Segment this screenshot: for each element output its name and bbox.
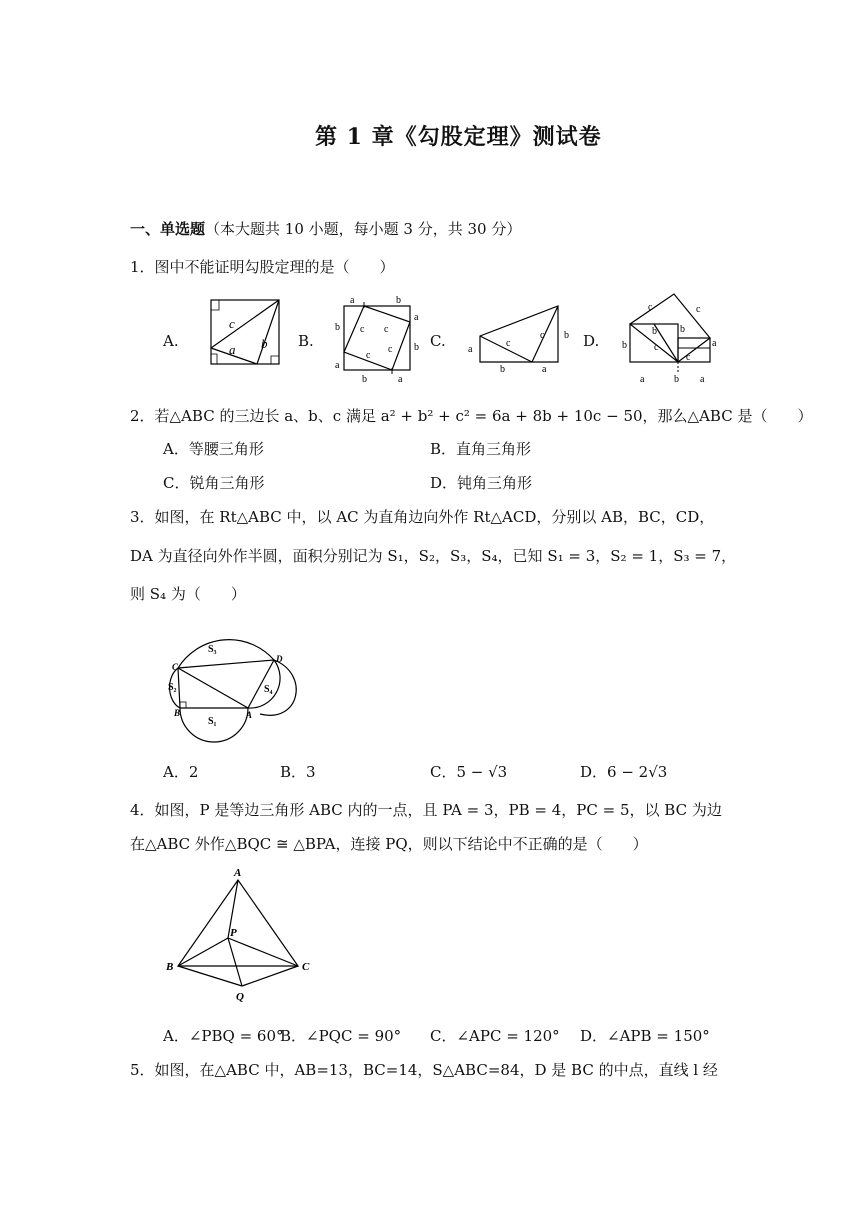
q3-option-c: C．5 − √3 (430, 763, 508, 781)
q3-figure (160, 614, 310, 748)
svg-text:b: b (500, 364, 505, 374)
svg-text:P: P (230, 927, 237, 939)
svg-text:c: c (696, 304, 701, 315)
svg-text:S₃: S₃ (208, 644, 217, 655)
q4-figure (160, 866, 330, 1006)
q3-line-3: 则 S₄ 为（ ） (130, 585, 246, 603)
svg-text:c: c (506, 338, 511, 349)
svg-text:a: a (700, 374, 705, 385)
svg-text:S₂: S₂ (168, 682, 177, 693)
q1-figure-a (205, 296, 287, 368)
q2-option-b: B．直角三角形 (430, 440, 532, 458)
q4-option-b: B．∠PQC = 90° (280, 1027, 402, 1045)
q4-line-2: 在△ABC 外作△BQC ≅ △BPA，连接 PQ，则以下结论中不正确的是（ ） (130, 835, 648, 853)
svg-text:D: D (276, 654, 283, 664)
q4-option-d: D．∠APB = 150° (580, 1027, 710, 1045)
q3-option-d: D．6 − 2√3 (580, 763, 668, 781)
svg-text:C: C (302, 961, 310, 973)
q1-label-c: C. (430, 332, 446, 350)
svg-text:S₁: S₁ (208, 716, 217, 727)
svg-text:b: b (362, 374, 367, 382)
q2-option-a: A．等腰三角形 (163, 440, 264, 458)
q4-option-c: C．∠APC = 120° (430, 1027, 560, 1045)
q1-figure-c (462, 298, 574, 374)
q1-figure-d (614, 290, 724, 386)
svg-text:a: a (335, 360, 340, 371)
q2-option-d: D．钝角三角形 (430, 474, 533, 492)
svg-text:a: a (414, 312, 419, 323)
q1-label-b: B. (298, 332, 314, 350)
q2-option-c: C．锐角三角形 (163, 474, 265, 492)
q2-stem: 2．若△ABC 的三边长 a、b、c 满足 a² + b² + c² = 6a + 8b + 10c − 50，那么△ABC 是（ ） (130, 407, 813, 425)
svg-text:c: c (360, 324, 365, 335)
q4-line-1: 4．如图，P 是等边三角形 ABC 内的一点，且 PA = 3，PB = 4，PC = 5，以 BC 为边 (130, 801, 722, 819)
q3-option-b: B．3 (280, 763, 316, 781)
svg-text:b: b (652, 326, 657, 337)
q1-label-d: D. (583, 332, 600, 350)
svg-text:c: c (686, 352, 691, 363)
svg-text:a: a (468, 344, 473, 355)
q1-stem: 1．图中不能证明勾股定理的是（ ） (130, 258, 395, 276)
svg-text:c: c (654, 342, 659, 353)
svg-text:c: c (388, 344, 393, 355)
svg-text:a: a (712, 338, 717, 349)
svg-text:c: c (384, 324, 389, 335)
svg-text:a: a (542, 364, 547, 374)
svg-text:a: a (350, 295, 355, 306)
q3-line-2: DA 为直径向外作半圆，面积分别记为 S₁，S₂，S₃，S₄，已知 S₁ = 3，S₂ = 1，S₃ = 7， (130, 547, 737, 565)
q1-label-a: A. (163, 332, 179, 350)
svg-text:b: b (564, 330, 569, 341)
section-title: 一、单选题 (130, 220, 206, 238)
svg-text:a: a (398, 374, 403, 382)
svg-text:A: A (234, 867, 242, 879)
section-note: （本大题共 10 小题，每小题 3 分，共 30 分） (205, 220, 522, 238)
q3-option-a: A．2 (163, 763, 199, 781)
svg-text:S₄: S₄ (264, 684, 273, 695)
svg-text:b: b (261, 336, 268, 351)
svg-text:b: b (674, 374, 679, 385)
q4-option-a: A．∠PBQ = 60° (163, 1027, 284, 1045)
svg-text:b: b (414, 342, 419, 353)
svg-text:a: a (640, 374, 645, 385)
page-title: 第 1 章《勾股定理》测试卷 (315, 124, 602, 150)
q3-line-1: 3．如图，在 Rt△ABC 中，以 AC 为直角边向外作 Rt△ACD，分别以 AB，BC，CD， (130, 508, 715, 526)
svg-text:b: b (335, 322, 340, 333)
section-heading (130, 218, 521, 239)
svg-text:C: C (172, 662, 179, 672)
svg-text:a: a (229, 342, 236, 357)
svg-text:b: b (622, 340, 627, 351)
svg-text:B: B (166, 961, 174, 973)
svg-text:c: c (540, 330, 545, 341)
svg-text:A: A (246, 710, 253, 720)
svg-text:B: B (174, 708, 181, 718)
svg-text:c: c (648, 302, 653, 313)
q1-figure-b (330, 292, 420, 382)
svg-text:b: b (680, 324, 685, 335)
svg-text:b: b (396, 295, 401, 306)
q5-line-1: 5．如图，在△ABC 中，AB=13，BC=14，S△ABC=84，D 是 BC 的中点，直线 l 经 (130, 1061, 718, 1079)
svg-text:c: c (229, 316, 235, 331)
svg-text:Q: Q (236, 991, 244, 1003)
svg-text:c: c (366, 350, 371, 361)
